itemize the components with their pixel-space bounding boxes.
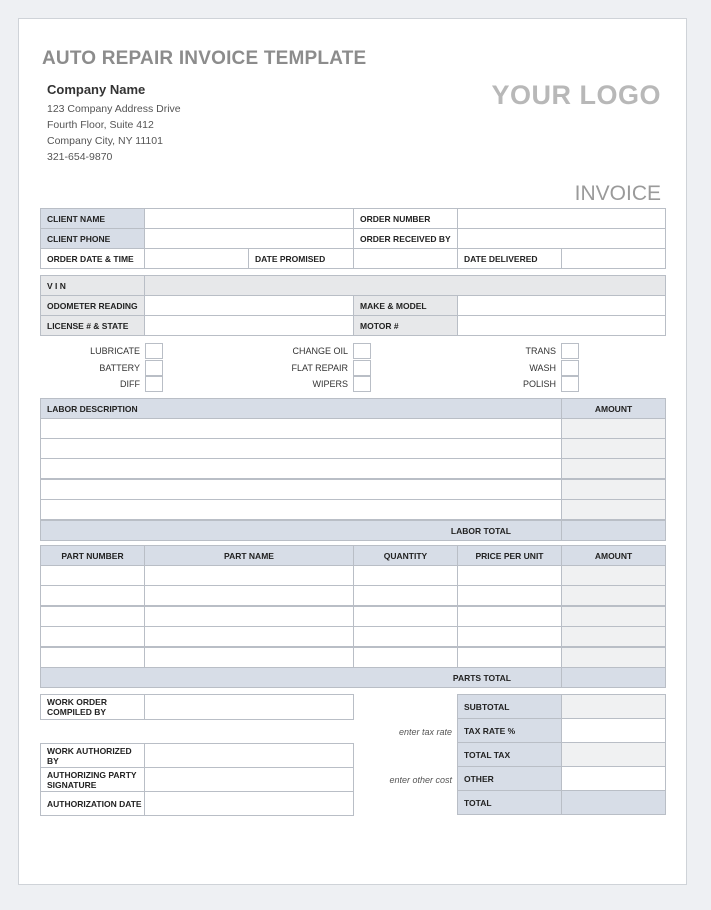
price-cell[interactable] <box>457 626 562 647</box>
check-label-trans: TRANS <box>525 346 556 356</box>
signature-field[interactable] <box>144 767 354 792</box>
labor-row[interactable] <box>40 438 562 459</box>
parts-header-quantity: QUANTITY <box>353 545 458 566</box>
client-phone-field[interactable] <box>144 228 354 249</box>
labor-amount-cell[interactable] <box>561 418 666 439</box>
client-name-field[interactable] <box>144 208 354 229</box>
signature-label: AUTHORIZING PARTY SIGNATURE <box>40 767 145 792</box>
labor-total-label: LABOR TOTAL <box>40 520 562 541</box>
company-name: Company Name <box>47 82 146 97</box>
order-received-label: ORDER RECEIVED BY <box>353 228 458 249</box>
other-field[interactable] <box>561 766 666 791</box>
checkbox-lubricate[interactable] <box>145 343 163 359</box>
tax-rate-field[interactable] <box>561 718 666 743</box>
address-line-2: Fourth Floor, Suite 412 <box>47 119 154 131</box>
part-number-cell[interactable] <box>40 585 145 606</box>
page-title: AUTO REPAIR INVOICE TEMPLATE <box>42 48 367 69</box>
other-cost-hint: enter other cost <box>389 775 452 785</box>
check-label-lubricate: LUBRICATE <box>90 346 140 356</box>
parts-header-part-name: PART NAME <box>144 545 354 566</box>
price-cell[interactable] <box>457 647 562 668</box>
motor-field[interactable] <box>457 315 666 336</box>
checkbox-flat-repair[interactable] <box>353 360 371 376</box>
price-cell[interactable] <box>457 565 562 586</box>
check-label-polish: POLISH <box>522 379 556 389</box>
part-number-cell[interactable] <box>40 647 145 668</box>
total-value <box>561 790 666 815</box>
checkbox-battery[interactable] <box>145 360 163 376</box>
license-field[interactable] <box>144 315 354 336</box>
quantity-cell[interactable] <box>353 606 458 627</box>
part-amount-cell[interactable] <box>561 585 666 606</box>
other-label: OTHER <box>457 766 562 791</box>
labor-amount-cell[interactable] <box>561 499 666 520</box>
part-amount-cell[interactable] <box>561 565 666 586</box>
part-amount-cell[interactable] <box>561 647 666 668</box>
check-label-wash: WASH <box>529 363 556 373</box>
part-amount-cell[interactable] <box>561 606 666 627</box>
total-label: TOTAL <box>457 790 562 815</box>
labor-amount-cell[interactable] <box>561 438 666 459</box>
quantity-cell[interactable] <box>353 647 458 668</box>
subtotal-label: SUBTOTAL <box>457 694 562 719</box>
odometer-field[interactable] <box>144 295 354 316</box>
motor-label: MOTOR # <box>353 315 458 336</box>
check-label-diff: DIFF <box>120 379 140 389</box>
parts-header-amount: AMOUNT <box>561 545 666 566</box>
tax-rate-label: TAX RATE % <box>457 718 562 743</box>
part-name-cell[interactable] <box>144 606 354 627</box>
parts-total-label: PARTS TOTAL <box>40 667 562 688</box>
checkbox-polish[interactable] <box>561 376 579 392</box>
part-amount-cell[interactable] <box>561 626 666 647</box>
quantity-cell[interactable] <box>353 565 458 586</box>
part-name-cell[interactable] <box>144 585 354 606</box>
quantity-cell[interactable] <box>353 585 458 606</box>
authorized-by-field[interactable] <box>144 743 354 768</box>
authorized-by-label: WORK AUTHORIZED BY <box>40 743 145 768</box>
tax-rate-hint: enter tax rate <box>398 727 452 737</box>
labor-description-header: LABOR DESCRIPTION <box>40 398 562 419</box>
check-label-flat-repair: FLAT REPAIR <box>291 363 348 373</box>
make-model-field[interactable] <box>457 295 666 316</box>
vin-field[interactable] <box>144 275 666 296</box>
address-line-3: Company City, NY 11101 <box>47 135 163 147</box>
checkbox-wash[interactable] <box>561 360 579 376</box>
client-name-label: CLIENT NAME <box>40 208 145 229</box>
compiled-by-field[interactable] <box>144 694 354 720</box>
labor-amount-cell[interactable] <box>561 458 666 479</box>
check-label-battery: BATTERY <box>99 363 140 373</box>
compiled-by-label: WORK ORDER COMPILED BY <box>40 694 145 720</box>
labor-row[interactable] <box>40 458 562 479</box>
total-tax-label: TOTAL TAX <box>457 742 562 767</box>
client-phone-label: CLIENT PHONE <box>40 228 145 249</box>
parts-total-value <box>561 667 666 688</box>
check-label-wipers: WIPERS <box>312 379 348 389</box>
labor-amount-cell[interactable] <box>561 479 666 500</box>
part-number-cell[interactable] <box>40 626 145 647</box>
checkbox-trans[interactable] <box>561 343 579 359</box>
part-name-cell[interactable] <box>144 626 354 647</box>
order-date-label: ORDER DATE & TIME <box>40 248 145 269</box>
part-number-cell[interactable] <box>40 565 145 586</box>
date-delivered-field[interactable] <box>561 248 666 269</box>
total-tax-value <box>561 742 666 767</box>
order-received-field[interactable] <box>457 228 666 249</box>
checkbox-diff[interactable] <box>145 376 163 392</box>
order-number-label: ORDER NUMBER <box>353 208 458 229</box>
price-cell[interactable] <box>457 606 562 627</box>
part-name-cell[interactable] <box>144 565 354 586</box>
auth-date-label: AUTHORIZATION DATE <box>40 791 145 816</box>
labor-total-value <box>561 520 666 541</box>
part-name-cell[interactable] <box>144 647 354 668</box>
labor-row[interactable] <box>40 479 562 500</box>
address-line-1: 123 Company Address Drive <box>47 103 181 115</box>
checkbox-wipers[interactable] <box>353 376 371 392</box>
quantity-cell[interactable] <box>353 626 458 647</box>
parts-header-part-number: PART NUMBER <box>40 545 145 566</box>
make-model-label: MAKE & MODEL <box>353 295 458 316</box>
order-date-field[interactable] <box>144 248 249 269</box>
date-delivered-label: DATE DELIVERED <box>457 248 562 269</box>
labor-row[interactable] <box>40 418 562 439</box>
license-label: LICENSE # & STATE <box>40 315 145 336</box>
price-cell[interactable] <box>457 585 562 606</box>
logo-placeholder: YOUR LOGO <box>491 80 661 110</box>
date-promised-label: DATE PROMISED <box>248 248 354 269</box>
part-number-cell[interactable] <box>40 606 145 627</box>
vin-label: V I N <box>40 275 145 296</box>
parts-header-price: PRICE PER UNIT <box>457 545 562 566</box>
auth-date-field[interactable] <box>144 791 354 816</box>
invoice-heading: INVOICE <box>574 182 661 205</box>
check-label-change-oil: CHANGE OIL <box>292 346 348 356</box>
labor-row[interactable] <box>40 499 562 520</box>
phone-number: 321-654-9870 <box>47 151 113 163</box>
date-promised-field[interactable] <box>353 248 458 269</box>
order-number-field[interactable] <box>457 208 666 229</box>
odometer-label: ODOMETER READING <box>40 295 145 316</box>
checkbox-change-oil[interactable] <box>353 343 371 359</box>
subtotal-value <box>561 694 666 719</box>
labor-amount-header: AMOUNT <box>561 398 666 419</box>
